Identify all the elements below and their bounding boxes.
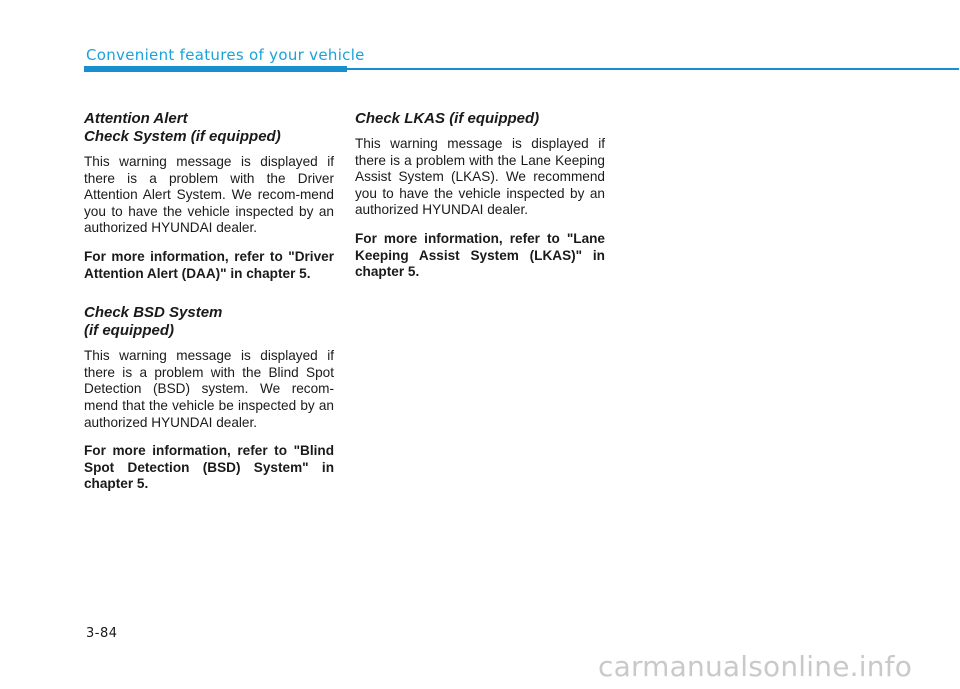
header-rule-accent [84,66,347,72]
header-rule-line [347,68,959,70]
heading-line: Check LKAS (if equipped) [355,110,540,127]
right-column [355,110,605,303]
section-heading [84,110,334,146]
section-heading [355,110,605,128]
section-check-lkas [355,110,605,281]
heading-line: Check System (if equipped) [84,128,281,145]
section-body: This warning message is displayed if there is a problem with the Blind Spot Detection (BSD) system. We recom-mend that the vehicle be inspected by an authorized HYUNDAI dealer. [84,348,334,430]
watermark: carmanualsonline.info [598,650,913,683]
left-column [84,110,334,515]
section-heading [84,304,334,340]
section-body: This warning message is displayed if there is a problem with the Driver Attention Alert System. We recom-mend you to have the vehicle inspected by an authorized HYUNDAI dealer. [84,154,334,236]
page-number: 3-84 [86,626,118,641]
section-reference: For more information, refer to "Lane Keeping Assist System (LKAS)" in chapter 5. [355,230,605,280]
heading-line: Check BSD System [84,304,223,322]
section-check-bsd [84,304,334,493]
section-attention-alert [84,110,334,282]
section-reference: For more information, refer to "Driver Attention Alert (DAA)" in chapter 5. [84,248,334,281]
section-body: This warning message is displayed if there is a problem with the Lane Keeping Assist System (LKAS). We recommend you to have the vehicle inspected by an authorized HYUNDAI dealer. [355,136,605,218]
heading-line: (if equipped) [84,322,174,340]
heading-line: Attention Alert [84,110,188,127]
section-reference: For more information, refer to "Blind Spot Detection (BSD) System" in chapter 5. [84,443,334,492]
header-title: Convenient features of your vehicle [86,46,365,64]
